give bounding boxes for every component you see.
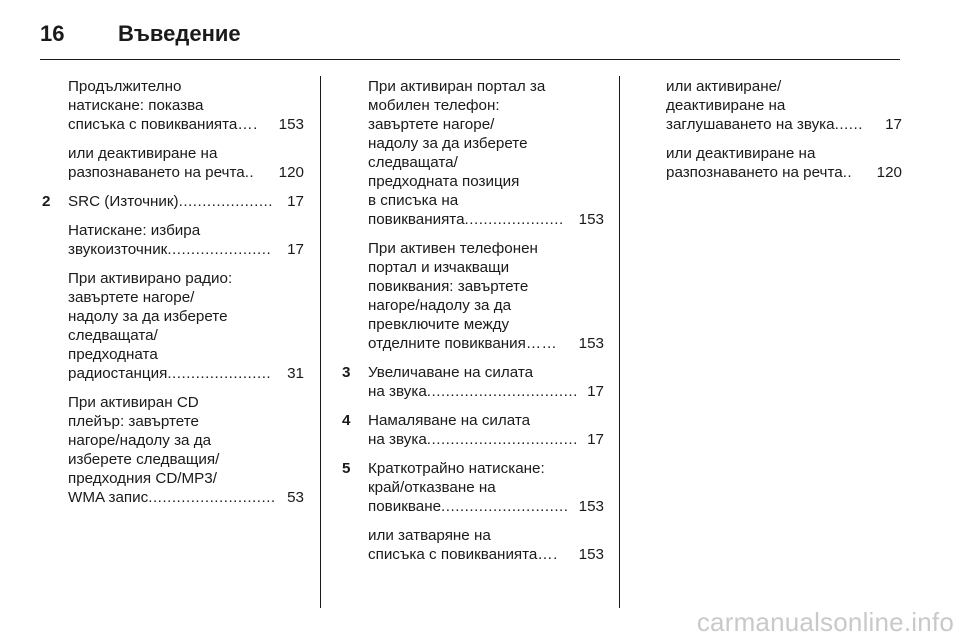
entry-text-line: Продължително bbox=[68, 78, 182, 95]
dot-leader: ........................... bbox=[148, 489, 276, 506]
entry-text-line: При активен телефонен bbox=[368, 240, 538, 257]
entry-text-line: или активиране/ bbox=[666, 78, 782, 95]
text-column-3 bbox=[640, 77, 902, 192]
entry-text-line: Краткотрайно натискане: bbox=[368, 460, 545, 477]
entry-text-line: Увеличаване на силата bbox=[368, 364, 534, 381]
page-reference bbox=[368, 497, 604, 516]
entry-number: 3 bbox=[342, 364, 351, 381]
index-entry bbox=[342, 526, 604, 564]
page-reference bbox=[68, 240, 304, 259]
page-link[interactable]: 120 bbox=[278, 164, 304, 181]
entry-number: 5 bbox=[342, 460, 351, 477]
page-link[interactable]: 153 bbox=[578, 211, 604, 228]
page-reference bbox=[666, 163, 902, 182]
page-reference bbox=[368, 210, 604, 229]
page-number: 16 bbox=[40, 21, 65, 46]
page-reference bbox=[368, 382, 604, 401]
entry-text-line: край/отказване на bbox=[368, 479, 496, 496]
reference-text: заглушаването на звука bbox=[666, 116, 835, 133]
entry-text-line: изберете следващия/ bbox=[68, 451, 220, 468]
page-reference bbox=[666, 115, 902, 134]
dot-leader: .. bbox=[842, 164, 853, 181]
entry-number: 4 bbox=[342, 412, 351, 429]
page-reference bbox=[68, 115, 304, 134]
index-entry bbox=[640, 144, 902, 182]
index-entry bbox=[342, 363, 604, 401]
page-link[interactable]: 17 bbox=[885, 116, 902, 133]
entry-text-line: в списъка на bbox=[368, 192, 459, 209]
dot-leader: ................................ bbox=[426, 383, 578, 400]
index-entry bbox=[342, 239, 604, 353]
page-link[interactable]: 53 bbox=[287, 489, 304, 506]
dot-leader: …. bbox=[537, 546, 558, 563]
entry-text-line: Натискане: избира bbox=[68, 222, 201, 239]
dot-leader: …… bbox=[525, 335, 558, 352]
index-entry bbox=[342, 459, 604, 516]
text-column-2 bbox=[342, 77, 604, 574]
entry-text-line: предходната bbox=[68, 346, 158, 363]
page-link[interactable]: 153 bbox=[278, 116, 304, 133]
column-divider-2 bbox=[619, 76, 620, 608]
column-divider-1 bbox=[320, 76, 321, 608]
reference-text: повикванията bbox=[368, 211, 465, 228]
page-reference bbox=[68, 192, 304, 211]
header-divider bbox=[40, 59, 900, 60]
page-link[interactable]: 17 bbox=[287, 241, 304, 258]
reference-text: на звука bbox=[368, 383, 427, 400]
dot-leader: .................... bbox=[178, 193, 274, 210]
entry-text-line: завъртете нагоре/ bbox=[68, 289, 195, 306]
entry-text-line: или затваряне на bbox=[368, 527, 491, 544]
page-link[interactable]: 17 bbox=[287, 193, 304, 210]
reference-text: разпознаването на речта bbox=[68, 164, 245, 181]
entry-text-line: нагоре/надолу за да bbox=[68, 432, 212, 449]
entry-text-line: завъртете нагоре/ bbox=[368, 116, 495, 133]
entry-text-line: превключите между bbox=[368, 316, 510, 333]
page-header bbox=[40, 14, 900, 54]
index-entry bbox=[42, 192, 304, 211]
index-entry bbox=[42, 77, 304, 134]
entry-text-line: При активиран CD bbox=[68, 394, 199, 411]
dot-leader: ...................... bbox=[167, 241, 272, 258]
index-entry bbox=[42, 144, 304, 182]
page-link[interactable]: 17 bbox=[587, 383, 604, 400]
entry-text-line: При активирано радио: bbox=[68, 270, 233, 287]
dot-leader: ........................... bbox=[441, 498, 569, 515]
page-reference bbox=[368, 334, 604, 353]
reference-text: отделните повиквания bbox=[368, 335, 526, 352]
entry-text-line: или деактивиране на bbox=[68, 145, 218, 162]
reference-text: повикване bbox=[368, 498, 442, 515]
page-link[interactable]: 31 bbox=[287, 365, 304, 382]
entry-text-line: нагоре/надолу за да bbox=[368, 297, 512, 314]
index-entry bbox=[342, 411, 604, 449]
page-link[interactable]: 153 bbox=[578, 335, 604, 352]
dot-leader: …. bbox=[237, 116, 258, 133]
index-entry bbox=[42, 269, 304, 383]
page-link[interactable]: 17 bbox=[587, 431, 604, 448]
entry-text-line: При активиран портал за bbox=[368, 78, 546, 95]
entry-text-line: Намаляване на силата bbox=[368, 412, 531, 429]
index-entry bbox=[42, 221, 304, 259]
reference-text: на звука bbox=[368, 431, 427, 448]
dot-leader: .. bbox=[244, 164, 255, 181]
section-title: Въведение bbox=[118, 21, 241, 46]
reference-text: радиостанция bbox=[68, 365, 168, 382]
page-reference bbox=[68, 163, 304, 182]
entry-text-line: надолу за да изберете bbox=[368, 135, 528, 152]
entry-text-line: повиквания: завъртете bbox=[368, 278, 529, 295]
entry-text-line: следващата/ bbox=[68, 327, 158, 344]
page-reference bbox=[68, 488, 304, 507]
reference-text: WMA запис bbox=[68, 489, 149, 506]
reference-text: разпознаването на речта bbox=[666, 164, 843, 181]
entry-number: 2 bbox=[42, 193, 51, 210]
entry-text-line: предходната позиция bbox=[368, 173, 520, 190]
page-link[interactable]: 120 bbox=[876, 164, 902, 181]
text-column-1 bbox=[42, 77, 304, 517]
reference-text: SRC (Източник) bbox=[68, 193, 179, 210]
entry-text-line: или деактивиране на bbox=[666, 145, 816, 162]
page-reference bbox=[368, 545, 604, 564]
entry-text-line: надолу за да изберете bbox=[68, 308, 228, 325]
page-link[interactable]: 153 bbox=[578, 498, 604, 515]
dot-leader: ................................ bbox=[426, 431, 578, 448]
page-reference bbox=[68, 364, 304, 383]
watermark: carmanualsonline.info bbox=[696, 607, 954, 637]
reference-text: списъка с повикванията bbox=[68, 116, 238, 133]
entry-text-line: следващата/ bbox=[368, 154, 458, 171]
reference-text: списъка с повикванията bbox=[368, 546, 538, 563]
index-entry bbox=[640, 77, 902, 134]
entry-text-line: плейър: завъртете bbox=[68, 413, 199, 430]
entry-text-line: натискане: показва bbox=[68, 97, 204, 114]
entry-text-line: предходния CD/MP3/ bbox=[68, 470, 217, 487]
page-reference bbox=[368, 430, 604, 449]
dot-leader: ...................... bbox=[167, 365, 272, 382]
entry-text-line: мобилен телефон: bbox=[368, 97, 500, 114]
dot-leader: ..................... bbox=[464, 211, 564, 228]
index-entry bbox=[342, 77, 604, 229]
reference-text: звукоизточник bbox=[68, 241, 168, 258]
index-entry bbox=[42, 393, 304, 507]
entry-text-line: деактивиране на bbox=[666, 97, 786, 114]
dot-leader: ...... bbox=[834, 116, 863, 133]
page-link[interactable]: 153 bbox=[578, 546, 604, 563]
entry-text-line: портал и изчакващи bbox=[368, 259, 510, 276]
